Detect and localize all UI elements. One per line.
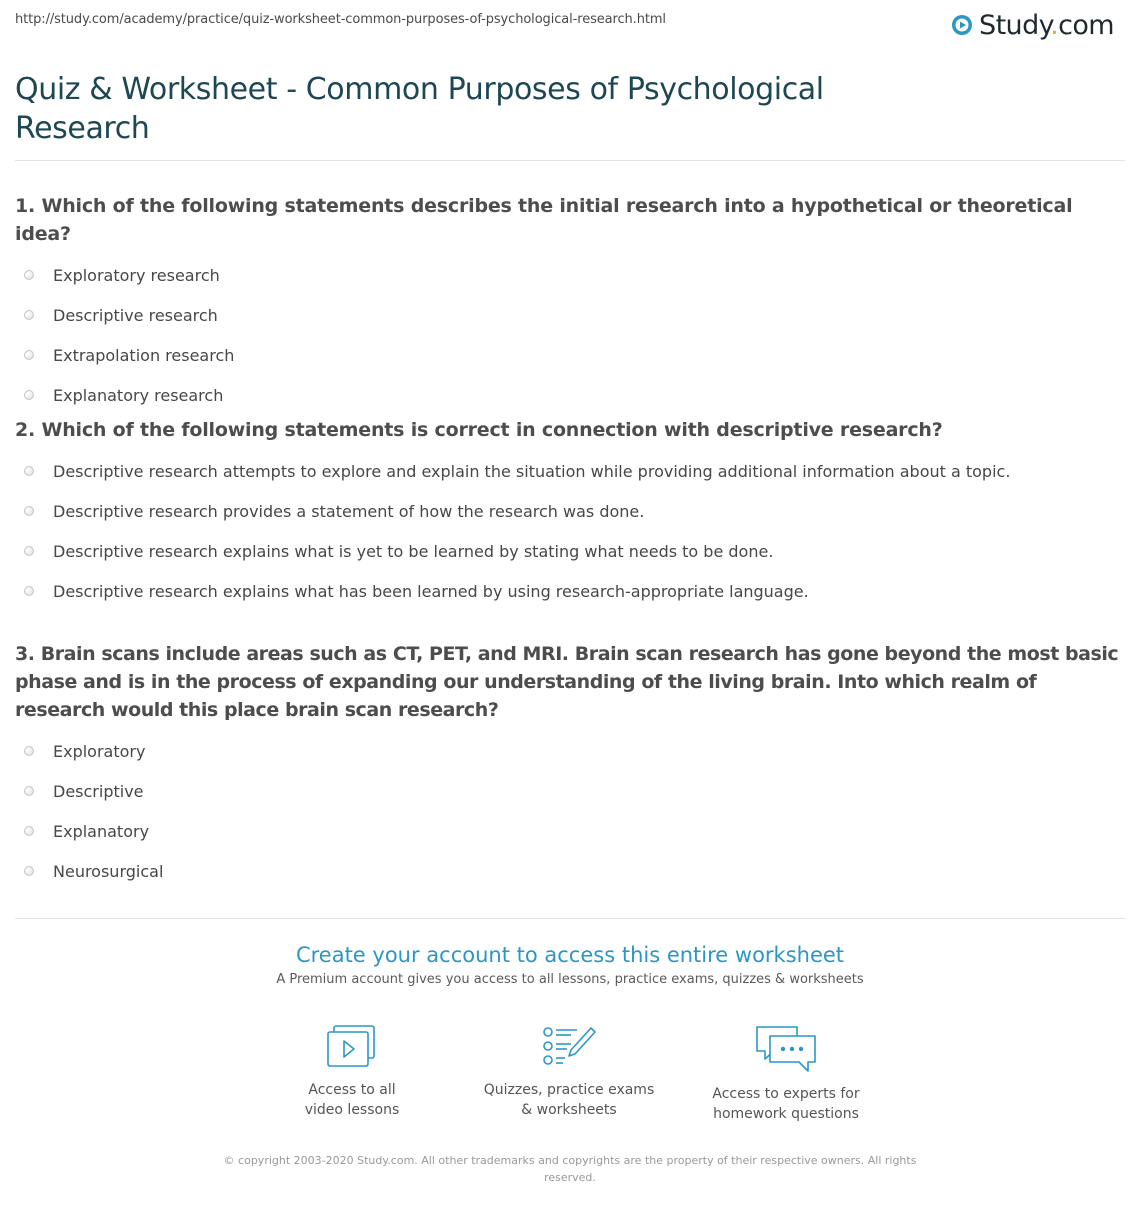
answer-option[interactable]	[15, 491, 1127, 531]
answer-option[interactable]	[15, 451, 1127, 491]
answer-option[interactable]	[15, 571, 1127, 611]
question-3-text: 3. Brain scans include areas such as CT, PET, and MRI. Brain scan research has gone beyond the most basic phase and is in the process of expanding our understanding of the living brain. Into which realm of research would this place brain scan research?	[15, 643, 1119, 721]
question-2-text: 2. Which of the following statements is correct in connection with descriptive research?	[15, 419, 943, 441]
feature-video-lessons	[252, 1024, 452, 1120]
page-url: http://study.com/academy/practice/quiz-worksheet-common-purposes-of-psychological-research.html	[15, 12, 666, 27]
answer-option[interactable]	[15, 335, 1127, 375]
radio-button-icon[interactable]	[24, 586, 34, 596]
answer-label: Explanatory	[53, 821, 150, 841]
answer-option[interactable]	[15, 375, 1127, 415]
answer-label: Explanatory research	[53, 385, 224, 405]
question-2-choices	[15, 451, 1127, 611]
answer-label: Descriptive research explains what is yet to be learned by stating what needs to be done.	[53, 541, 774, 561]
copyright-notice: © copyright 2003-2020 Study.com. All other trademarks and copyrights are the property of their respective owners. All rights reserved.	[223, 1154, 917, 1184]
feature-experts	[686, 1024, 886, 1124]
answer-option[interactable]	[15, 731, 1127, 771]
question-3	[15, 640, 1127, 891]
answer-label: Descriptive research attempts to explore and explain the situation while providing additional information about a topic.	[53, 461, 1011, 481]
answer-option[interactable]	[15, 531, 1127, 571]
radio-button-icon[interactable]	[24, 310, 34, 320]
answer-option[interactable]	[15, 851, 1127, 891]
answer-label: Exploratory research	[53, 265, 220, 285]
answer-option[interactable]	[15, 295, 1127, 335]
logo-suffix: com	[1058, 9, 1114, 41]
feature-label: Access to all video lessons	[304, 1082, 400, 1118]
radio-button-icon[interactable]	[24, 746, 34, 756]
question-1	[15, 192, 1127, 415]
answer-label: Neurosurgical	[53, 861, 164, 881]
create-account-link[interactable]: Create your account to access this entire worksheet	[295, 943, 845, 967]
answer-option[interactable]	[15, 811, 1127, 851]
radio-button-icon[interactable]	[24, 350, 34, 360]
page-title: Quiz & Worksheet - Common Purposes of Psychological Research	[15, 72, 824, 146]
feature-label: Quizzes, practice exams & worksheets	[483, 1082, 655, 1118]
logo-name: Study	[979, 9, 1051, 41]
answer-label: Exploratory	[53, 741, 146, 761]
radio-button-icon[interactable]	[24, 546, 34, 556]
radio-button-icon[interactable]	[24, 390, 34, 400]
title-divider	[15, 160, 1125, 161]
radio-button-icon[interactable]	[24, 270, 34, 280]
cta-subtitle: A Premium account gives you access to all lessons, practice exams, quizzes & worksheets	[276, 972, 864, 987]
play-logo-icon	[951, 14, 973, 36]
answer-label: Descriptive research explains what has been learned by using research-appropriate language.	[53, 581, 809, 601]
quiz-checklist-icon	[541, 1024, 597, 1070]
feature-quizzes	[469, 1024, 669, 1120]
video-lesson-icon	[326, 1024, 378, 1070]
radio-button-icon[interactable]	[24, 786, 34, 796]
question-3-choices	[15, 731, 1127, 891]
answer-label: Extrapolation research	[53, 345, 235, 365]
answer-option[interactable]	[15, 255, 1127, 295]
questions-divider	[15, 918, 1125, 919]
signup-cta	[0, 940, 1140, 987]
radio-button-icon[interactable]	[24, 866, 34, 876]
radio-button-icon[interactable]	[24, 466, 34, 476]
logo-dot: .	[1050, 9, 1059, 41]
radio-button-icon[interactable]	[24, 506, 34, 516]
chat-bubbles-icon	[754, 1024, 818, 1074]
question-1-choices	[15, 255, 1127, 415]
answer-option[interactable]	[15, 771, 1127, 811]
question-1-text: 1. Which of the following statements describes the initial research into a hypothetical or theoretical idea?	[15, 195, 1073, 245]
answer-label: Descriptive	[53, 781, 144, 801]
logo-wordmark	[979, 10, 1114, 41]
feature-label: Access to experts for homework questions	[712, 1086, 860, 1122]
radio-button-icon[interactable]	[24, 826, 34, 836]
answer-label: Descriptive research provides a statement of how the research was done.	[53, 501, 645, 521]
question-2	[15, 416, 1127, 611]
answer-label: Descriptive research	[53, 305, 218, 325]
study-logo[interactable]	[951, 8, 1114, 42]
